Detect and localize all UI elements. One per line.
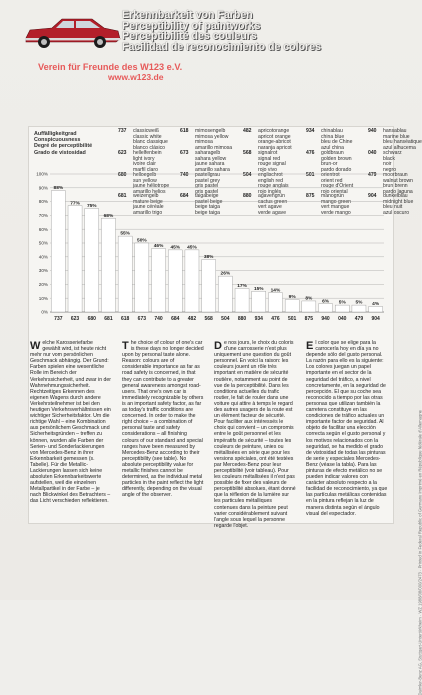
color-name: signalrot xyxy=(258,150,278,156)
color-name: vert agave xyxy=(258,204,282,211)
drop-cap: E xyxy=(306,340,314,352)
color-name: beige taiga xyxy=(195,204,220,211)
color-name: english red xyxy=(258,177,283,184)
bar-568 xyxy=(202,260,216,312)
data-label: 75% xyxy=(86,204,97,210)
x-tick-label: 479 xyxy=(354,316,364,322)
y-tick-label: 30% xyxy=(38,268,48,274)
color-names xyxy=(321,129,352,151)
x-tick-label: 681 xyxy=(104,316,113,322)
data-label: 46% xyxy=(153,244,164,250)
bar-501 xyxy=(285,300,299,312)
legend-heading-es: Grado de vistosidad xyxy=(34,149,86,156)
x-tick-label: 040 xyxy=(338,316,347,322)
color-name: taigabeige xyxy=(195,193,219,199)
color-name: beige taiga xyxy=(195,209,220,216)
legend-heading-de: Auffälligkeitgrad xyxy=(34,131,77,137)
color-name: mimosa yellow xyxy=(195,133,229,140)
color-name: noir xyxy=(383,161,392,168)
color-name: amarillo trigo xyxy=(133,209,163,216)
x-tick-label: 568 xyxy=(204,316,213,322)
color-name: amarillo sahara xyxy=(195,166,230,173)
color-code: 623 xyxy=(118,150,127,156)
color-name: saharagelb xyxy=(195,150,221,156)
color-name: rouge anglais xyxy=(258,183,289,190)
bar-479 xyxy=(352,305,366,312)
page-title xyxy=(122,10,332,52)
data-label: 17% xyxy=(237,284,247,290)
bar-482 xyxy=(185,250,199,312)
color-name: mango green xyxy=(321,198,352,205)
bar-504 xyxy=(218,276,232,312)
x-tick-label: 680 xyxy=(87,316,96,322)
color-code: 479 xyxy=(368,172,377,178)
y-tick-label: 50% xyxy=(38,240,48,246)
bar-880 xyxy=(235,289,249,312)
color-name: dunkelblau xyxy=(383,193,408,199)
color-code: 740 xyxy=(180,172,189,178)
bar-476 xyxy=(268,293,282,312)
color-name: rouge signal xyxy=(258,161,286,168)
bar-618 xyxy=(118,236,132,312)
x-tick-label: 875 xyxy=(304,316,314,322)
color-code: 618 xyxy=(180,128,189,134)
column-english xyxy=(122,340,204,498)
x-tick-label: 940 xyxy=(321,316,330,322)
perceptibility-bar-chart xyxy=(30,168,390,328)
color-name: moorbraun xyxy=(383,172,408,178)
y-tick-label: 10% xyxy=(38,295,48,301)
color-name: sahara yellow xyxy=(195,155,227,162)
color-name: verde mango xyxy=(321,209,351,216)
color-name: orange-abricot xyxy=(258,139,291,146)
color-name: bleu hanséatique xyxy=(383,139,422,146)
x-tick-label: 501 xyxy=(287,316,297,322)
data-label: 77% xyxy=(70,201,80,207)
bar-940 xyxy=(319,304,333,312)
data-label: 6% xyxy=(322,299,330,305)
column-text: e nos jours, le choix du coloris d'une carrosserie n'est plus uniquement une question du goût personnel. En voici la raison: les couleurs jouent un rôle très important en matière de sécurité routière, notamment au point de vue de la perceptibilité. Dans les conditions actuelles du trafic routier, le fait de rouler dans une voiture qui attire à temps le regard des autres usagers de la route est un élément facteur de sécurité. Pour faciliter aux intéressés le choix qui convient – un compromis entre le goût personnel et les impératifs de sécurité – toutes les couleurs de peinture, unies ou métallisées en série que pour les versions spéciales, ont été testées par Mercedes-Benz pour leur perceptibilité (voir tableau). Pour les couleurs métallisées il n'est pas possible de fixer des valeurs de perceptibilité absolues, étant donné que la réflexion de la lumière sur les particules métalliques contenues dans la peinture peut varier considérablement suivant l'angle sous lequel la personne regarde l'objet. xyxy=(214,340,296,529)
color-name: black xyxy=(383,155,395,162)
data-label: 26% xyxy=(220,271,231,277)
title-line-fr: Perceptibilité des couleurs xyxy=(122,30,257,43)
color-name: rojo inglés xyxy=(258,188,282,195)
drop-cap: D xyxy=(214,340,222,352)
color-code: 875 xyxy=(306,193,315,199)
data-label: 8% xyxy=(305,296,313,302)
column-german xyxy=(30,340,112,505)
color-name: bleu de Chine xyxy=(321,139,353,146)
color-name: pastellgrau xyxy=(195,172,220,178)
color-name: gris pastel xyxy=(195,188,219,195)
color-name: blanco clásico xyxy=(133,144,165,151)
bar-934 xyxy=(252,291,266,312)
x-tick-label: 740 xyxy=(154,316,163,322)
data-label: 5% xyxy=(338,300,346,306)
color-code: 684 xyxy=(180,193,189,199)
color-name: midnight blue xyxy=(383,198,414,205)
color-name: brun-or xyxy=(321,161,338,168)
color-name: orient red xyxy=(321,177,343,184)
color-name: walnut brown xyxy=(383,177,414,184)
bar-875 xyxy=(302,301,316,312)
watermark xyxy=(38,62,182,82)
color-name: amarillo helios xyxy=(133,188,166,195)
y-tick-label: 80% xyxy=(38,199,48,205)
y-tick-label: 100% xyxy=(36,171,48,177)
legend-heading xyxy=(34,131,92,156)
x-tick-label: 482 xyxy=(187,316,197,322)
color-name: mimosa xyxy=(195,139,213,146)
color-name: golden brown xyxy=(321,155,352,162)
mercedes-sedan-illustration xyxy=(22,8,122,52)
print-note: Daimler-Benz AG, Stuttgart-Untertürkheim · WZ 1988/08/000/2473 · Printed in Federal Republic of Germany Imprimé en République fédérale d'Allemagne xyxy=(417,410,422,695)
column-text: he choice of colour of one's car is these days no longer decided upon by personal taste alone. Reason: colours are of considerable importance as far as road safety is concerned, in that they can contribute to a greater general awareness amongst road-users. That one's own car is immediately recognizable by others is an important safety factor, as far as today's traffic conditions are concerned. In order to make the right choice – a combination of personal taste and safety considerations – all finishing colours of our standard and special ranges have been measured by Mercedes-Benz according to their perceptibility (see table). No absolute perceptibility value for metallic finishes cannot be determined, as the individual metal particles in the paint reflect the light differently, depending on the visual angle of the observer. xyxy=(122,340,204,499)
color-name: sun yellow xyxy=(133,177,157,184)
color-name: azul oscuro xyxy=(383,209,410,216)
color-name: brun brenn xyxy=(383,183,408,190)
color-code: 934 xyxy=(306,128,315,134)
color-name: gris pastel xyxy=(195,183,219,190)
color-name: china blue xyxy=(321,133,345,140)
color-name: goldbraun xyxy=(321,150,344,156)
column-french xyxy=(214,340,296,529)
color-name: agavengrün xyxy=(258,193,285,199)
color-name: light ivory xyxy=(133,155,155,162)
y-tick-label: 70% xyxy=(38,213,48,218)
color-name: rouge d'Orient xyxy=(321,183,354,190)
color-name: pardo dorado xyxy=(321,166,352,173)
color-name: hansablau xyxy=(383,128,407,134)
color-code: 476 xyxy=(306,150,315,156)
color-name: schwarz xyxy=(383,150,402,156)
y-tick-label: 20% xyxy=(38,282,48,287)
color-name: marine blue xyxy=(383,133,410,140)
column-spanish xyxy=(306,340,388,517)
color-code: 040 xyxy=(368,150,377,156)
bar-623 xyxy=(68,206,82,312)
data-label: 45% xyxy=(187,245,197,251)
drop-cap: T xyxy=(122,340,129,352)
y-tick-label: 90% xyxy=(38,185,48,191)
color-name: azul alhucema xyxy=(383,144,416,151)
color-code: 482 xyxy=(243,128,252,134)
color-name: jaune sahara xyxy=(195,161,225,168)
x-tick-label: 476 xyxy=(271,316,280,322)
color-name: ivoire clair xyxy=(133,161,156,168)
title-line-de: Erkennbarkeit von Farben xyxy=(122,9,253,21)
color-names xyxy=(133,129,168,151)
x-tick-label: 623 xyxy=(70,316,80,322)
color-name: orientrot xyxy=(321,172,340,178)
color-names xyxy=(258,129,292,151)
title-line-es: Facilidad de reconocimiento de colores xyxy=(122,40,321,53)
data-label: 4% xyxy=(372,302,380,308)
color-name: blanc classique xyxy=(133,139,168,146)
color-name: jaune héliotrope xyxy=(133,183,170,190)
color-code: 501 xyxy=(306,172,315,178)
bar-681 xyxy=(101,218,115,312)
color-code: 737 xyxy=(118,128,127,134)
data-label: 38% xyxy=(203,255,214,261)
column-text: elche Karosseriefarbe gewählt wird, ist heute nicht mehr nur vom persönlichen Geschmack abhängig. Der Grund: Farben spielen eine wesentliche Rolle im Bereich der Verkehrssicherheit, und zwar in der Wahrnehmungssicherheit. Rechtzeitiges Erkennen des eigenen Wagens durch andere Verkehrsteilnehmer ist bei den heutigen Verkehrsverhältnissen ein wichtiger Sicherheitsfaktor. Um die richtige Wahl – eine Kombination aus persönlichem Geschmack und Sicherheitsgründen – treffen zu können, wurden alle Farben der Serien- und Sonderlackierungen von Mercedes-Benz in ihrer Erkennbarkeit gemessen (s. Tabelle). Für die Metallic-Lackierungen lassen sich keine absoluten Erkennbarkeitswerte aufstellen, weil die einzelnen Metallpartikel in der Farbe – je nach Blickwinkel des Betrachters – das Licht verschieden reflektieren. xyxy=(30,340,112,505)
color-name: rojo oriental xyxy=(321,188,348,195)
bar-740 xyxy=(152,249,166,312)
x-tick-label: 904 xyxy=(371,316,380,322)
color-name: helloegelb xyxy=(133,172,157,178)
bar-904 xyxy=(369,306,383,312)
x-tick-label: 673 xyxy=(137,316,147,322)
color-name: rojo vivo xyxy=(258,166,277,173)
title-line-en: Perceptibility of paintworks xyxy=(122,19,261,32)
data-label: 50% xyxy=(137,238,147,244)
color-name: negro xyxy=(383,166,397,173)
color-name: pardo laguna xyxy=(383,188,413,195)
legend-heading-fr: Degré de perceptibilité xyxy=(34,143,93,150)
color-name: weizengelb xyxy=(133,193,159,199)
color-name: pastel grey xyxy=(195,177,220,184)
color-name: verde agave xyxy=(258,209,287,216)
x-tick-label: 934 xyxy=(254,316,263,322)
bar-737 xyxy=(51,191,65,312)
bar-684 xyxy=(168,250,182,312)
color-code: 681 xyxy=(118,193,127,199)
color-name: classic white xyxy=(133,133,162,140)
color-names xyxy=(195,129,232,151)
color-name: pastel beige xyxy=(195,198,223,205)
watermark-line-1: Verein für Freunde des W123 e.V. xyxy=(38,62,183,72)
column-text: l color que se elige para la carrocería hoy en día ya no depende sólo del gusto personal. La razón para ello es la siguiente: Los colores juegan un papel importante en el sector de la seguridad del tráfico, a nivel concretamente, en la seguridad de percepción. El que su coche sea reconocido a tiempo por las otras personas que utilizan también la carretera constituye en las condiciones de tráfico actuales un importante factor de seguridad. Al objeto de facilitar una elección correcta según el gusto personal y los motivos relacionados con la seguridad, se ha medido el grado de vistosidad de todas las pinturas de serie y especiales Mercedes-Benz (véase la tabla). Para las pinturas de efecto metálico no se pueden indicar valores con carácter absoluto respecto a la facilidad de reconocimiento, ya que las partículas metálicas contenidas en la pintura reflejan la luz de manera distinta según el ángulo visual del espectador. xyxy=(306,340,388,517)
data-label: 15% xyxy=(253,286,264,292)
x-tick-label: 504 xyxy=(221,316,230,322)
data-label: 55% xyxy=(120,231,130,237)
color-name: naranja apricot xyxy=(258,144,292,151)
color-name: bleu nuit xyxy=(383,204,403,211)
color-name: hellelfenbein xyxy=(133,150,162,156)
color-name: amarillo mimosa xyxy=(195,144,233,151)
color-name: vert mangue xyxy=(321,204,350,211)
color-name: chinablau xyxy=(321,128,343,134)
bar-040 xyxy=(335,305,349,312)
x-tick-label: 880 xyxy=(237,316,247,322)
color-name: mimosengelb xyxy=(195,128,226,134)
color-name: mature beige xyxy=(133,198,163,205)
watermark-line-2: www.w123.de xyxy=(108,72,164,82)
y-tick-label: 60% xyxy=(38,226,48,232)
text-columns xyxy=(30,340,390,592)
y-tick-label: 40% xyxy=(38,254,48,260)
color-name: classicweiß xyxy=(133,128,160,134)
color-name: manogrün xyxy=(321,193,344,199)
x-tick-label: 618 xyxy=(120,316,130,322)
color-name: marfil claro xyxy=(133,166,158,173)
color-code: 673 xyxy=(180,150,189,156)
color-code: 680 xyxy=(118,172,127,178)
color-code: 568 xyxy=(243,150,252,156)
color-name: apricot orange xyxy=(258,133,291,140)
data-label: 88% xyxy=(53,186,64,192)
color-code: 904 xyxy=(368,193,377,199)
data-label: 5% xyxy=(355,300,363,306)
color-name: azul china xyxy=(321,144,344,151)
x-tick-label: 737 xyxy=(54,316,63,322)
data-label: 68% xyxy=(103,213,114,219)
color-code: 940 xyxy=(368,128,377,134)
color-name: jaune céréale xyxy=(133,204,164,211)
color-code: 880 xyxy=(243,193,252,199)
color-code: 504 xyxy=(243,172,252,178)
color-name: signal red xyxy=(258,155,281,162)
bar-680 xyxy=(85,209,99,313)
data-label: 9% xyxy=(288,295,296,301)
data-label: 14% xyxy=(270,288,281,294)
drop-cap: W xyxy=(30,340,41,352)
data-label: 45% xyxy=(170,245,181,251)
color-name: apricotorange xyxy=(258,128,290,134)
bar-673 xyxy=(135,243,149,312)
y-tick-label: 0% xyxy=(41,309,48,315)
color-name: englischrot xyxy=(258,172,283,178)
legend-heading-en: Conspicuousness xyxy=(34,137,81,144)
color-names xyxy=(383,129,422,151)
color-name: cactus green xyxy=(258,198,288,205)
x-tick-label: 684 xyxy=(171,316,180,322)
